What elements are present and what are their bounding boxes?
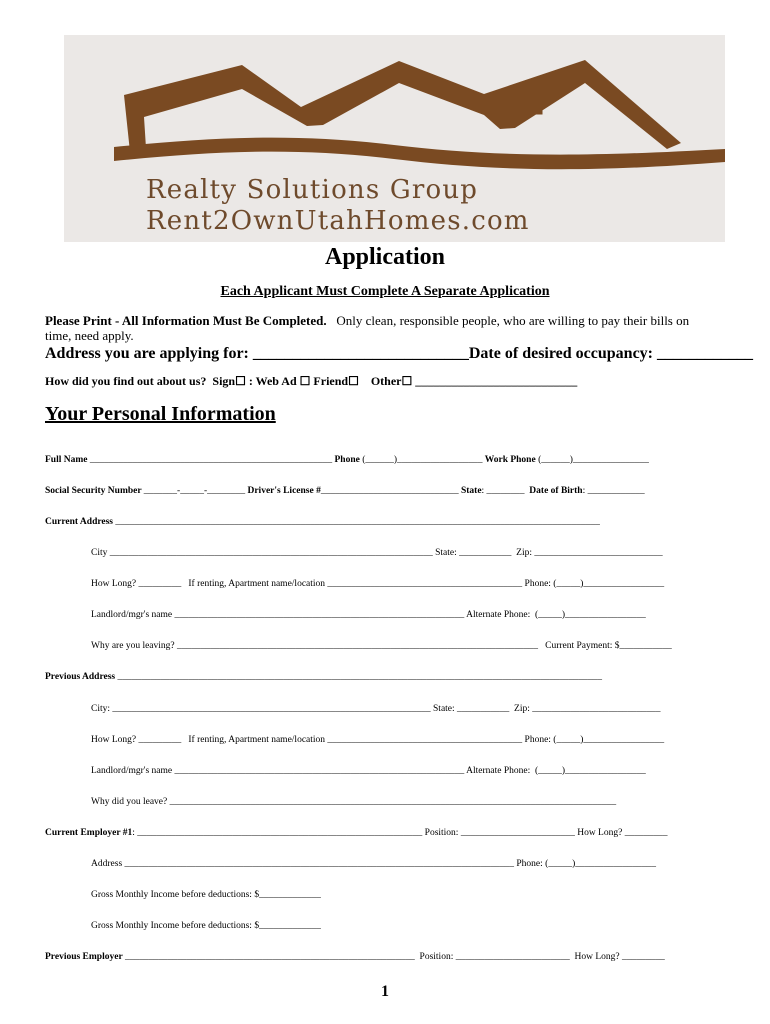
address-applying-row (45, 345, 753, 363)
previous-zip-field[interactable]: ___________________________ (532, 704, 661, 714)
dl-state-label: State (460, 486, 482, 496)
ssn-label: Social Security Number (45, 486, 142, 496)
occupancy-date-label: Date of desired occupancy: (468, 345, 657, 362)
previous-renting-label: If renting, Apartment name/location (188, 735, 326, 745)
income-row-2 (91, 921, 321, 931)
previous-employer-field[interactable]: _____________________________________________________________ (125, 952, 415, 962)
intro-text: Only clean, responsible people, who are willing to pay their bills on (336, 313, 690, 328)
drivers-license-field[interactable]: _____________________________ (320, 486, 459, 496)
other-option-label: Other (370, 374, 402, 388)
current-phone-label: Phone: (524, 579, 551, 589)
section-title-personal: Your Personal Information (45, 403, 276, 425)
why-leaving-field[interactable]: ____________________________________________________________________________ (177, 641, 538, 651)
current-address-row (45, 517, 600, 527)
intro-line-2: time, need apply. (45, 328, 134, 343)
previous-state-label: State: (433, 704, 455, 714)
income-field-2[interactable]: _____________ (259, 921, 321, 931)
previous-address-field[interactable]: ______________________________________________________________________________________________________ (117, 672, 602, 682)
current-state-label: State: (435, 548, 457, 558)
subtitle: Each Applicant Must Complete A Separate Application (220, 284, 550, 299)
previous-leave-row (91, 797, 616, 807)
work-phone-label: Work Phone (484, 455, 536, 465)
current-renting-label: If renting, Apartment name/location (188, 579, 326, 589)
address-applying-label: Address you are applying for: (45, 345, 253, 362)
current-landlord-label: Landlord/mgr's name (91, 610, 173, 620)
phone-field[interactable]: (______)__________________ (362, 455, 483, 465)
friend-checkbox[interactable]: ☐ (348, 374, 359, 388)
prev-employer-howlong-label: How Long? (574, 952, 620, 962)
why-left-label: Why did you leave? (91, 797, 168, 807)
why-left-field[interactable]: ______________________________________________________________________________________________ (169, 797, 617, 807)
ssn-field[interactable]: _______-_____-________ (143, 486, 246, 496)
previous-state-field[interactable]: ___________ (457, 704, 510, 714)
previous-city-label: City: (91, 704, 111, 714)
dob-label: Date of Birth (529, 486, 583, 496)
logo-line-1: Realty Solutions Group (146, 175, 479, 205)
drivers-license-label: Driver's License # (247, 486, 321, 496)
current-address-label: Current Address (45, 517, 114, 527)
other-checkbox[interactable]: ☐ (401, 374, 413, 388)
dl-state-field[interactable]: : ________ (481, 486, 525, 496)
full-name-label: Full Name (45, 455, 88, 465)
current-city-field[interactable]: ____________________________________________________________________ (109, 548, 433, 558)
page-title: Application (324, 244, 446, 270)
current-city-row (91, 548, 663, 558)
income-field-1[interactable]: _____________ (259, 890, 321, 900)
ssn-row (45, 486, 645, 496)
sign-checkbox[interactable]: ☐ (235, 374, 246, 388)
prev-employer-position-label: Position: (419, 952, 454, 962)
logo-line-2: Rent2OwnUtahHomes.com (146, 206, 530, 236)
current-landlord-row (91, 610, 646, 620)
previous-zip-label: Zip: (514, 704, 530, 714)
full-name-row (45, 455, 649, 465)
current-landlord-field[interactable]: _____________________________________________________________ (174, 610, 465, 620)
intro-bold: Please Print - All Information Must Be Completed. (45, 313, 327, 328)
employer-phone-field[interactable]: (_____)_________________ (545, 859, 656, 869)
current-howlong-field[interactable]: _________ (138, 579, 182, 589)
previous-employer-label: Previous Employer (45, 952, 123, 962)
current-zip-label: Zip: (516, 548, 532, 558)
address-applying-field[interactable]: ___________________________ (252, 345, 469, 362)
sign-option-label: Sign (212, 374, 236, 388)
other-field[interactable]: ___________________________ (415, 374, 578, 388)
why-leaving-label: Why are you leaving? (91, 641, 175, 651)
current-howlong-row (91, 579, 664, 589)
company-logo (64, 35, 725, 242)
previous-howlong-field[interactable]: _________ (138, 735, 182, 745)
income-row-1 (91, 890, 321, 900)
current-zip-field[interactable]: ___________________________ (534, 548, 663, 558)
current-howlong-label: How Long? (91, 579, 137, 589)
current-payment-label: Current Payment: $ (545, 641, 620, 651)
previous-landlord-label: Landlord/mgr's name (91, 766, 173, 776)
previous-employer-row (45, 952, 665, 962)
previous-phone-label: Phone: (524, 735, 551, 745)
employer-position-field[interactable]: ________________________ (460, 828, 575, 838)
current-payment-field[interactable]: ___________ (619, 641, 672, 651)
income-label-1: Gross Monthly Income before deductions: $ (91, 890, 260, 900)
work-phone-field[interactable]: (______)________________ (538, 455, 649, 465)
current-alt-phone-field[interactable]: (_____)_________________ (534, 610, 646, 620)
employer-address-row (91, 859, 656, 869)
current-employer-row (45, 828, 667, 838)
employer-address-label: Address (91, 859, 123, 869)
previous-landlord-row (91, 766, 646, 776)
current-alt-phone-label: Alternate Phone: (466, 610, 531, 620)
previous-address-row (45, 672, 602, 682)
previous-landlord-field[interactable]: _____________________________________________________________ (174, 766, 465, 776)
prev-employer-howlong-field[interactable]: _________ (621, 952, 665, 962)
dob-field[interactable]: : ____________ (582, 486, 645, 496)
income-label-2: Gross Monthly Income before deductions: $ (91, 921, 260, 931)
previous-city-field[interactable]: ___________________________________________________________________ (112, 704, 431, 714)
previous-phone-field[interactable]: (_____)_________________ (553, 735, 665, 745)
current-employer-label: Current Employer #1 (45, 828, 133, 838)
referral-question: How did you find out about us? (45, 374, 207, 388)
intro-line-1 (45, 313, 689, 329)
page-number: 1 (381, 983, 389, 1000)
previous-address-label: Previous Address (45, 672, 116, 682)
referral-row (45, 374, 577, 389)
previous-city-row (91, 704, 661, 714)
full-name-field[interactable]: ___________________________________________________ (89, 455, 333, 465)
previous-renting-field[interactable]: _________________________________________ (327, 735, 523, 745)
current-state-field[interactable]: ___________ (459, 548, 512, 558)
current-employer-field[interactable]: : ____________________________________________________________ (132, 828, 423, 838)
current-address-field[interactable]: ______________________________________________________________________________________________________ (115, 517, 600, 527)
employer-phone-label: Phone: (516, 859, 543, 869)
current-city-label: City (91, 548, 108, 558)
friend-option-label: Friend (313, 374, 349, 388)
web-ad-checkbox[interactable]: ☐ (299, 374, 311, 388)
current-renting-field[interactable]: _________________________________________ (327, 579, 523, 589)
previous-alt-phone-field[interactable]: (_____)_________________ (534, 766, 646, 776)
previous-alt-phone-label: Alternate Phone: (466, 766, 531, 776)
previous-howlong-label: How Long? (91, 735, 137, 745)
employer-howlong-label: How Long? (577, 828, 623, 838)
current-phone-field[interactable]: (_____)_________________ (553, 579, 665, 589)
prev-employer-position-field[interactable]: ________________________ (455, 952, 570, 962)
web-ad-option-label: : Web Ad (248, 374, 297, 388)
employer-howlong-field[interactable]: _________ (624, 828, 668, 838)
phone-label: Phone (334, 455, 360, 465)
occupancy-date-field[interactable]: ____________ (657, 345, 753, 362)
employer-position-label: Position: (424, 828, 459, 838)
current-leaving-row (91, 641, 672, 651)
employer-address-field[interactable]: __________________________________________________________________________________ (124, 859, 515, 869)
previous-howlong-row (91, 735, 664, 745)
